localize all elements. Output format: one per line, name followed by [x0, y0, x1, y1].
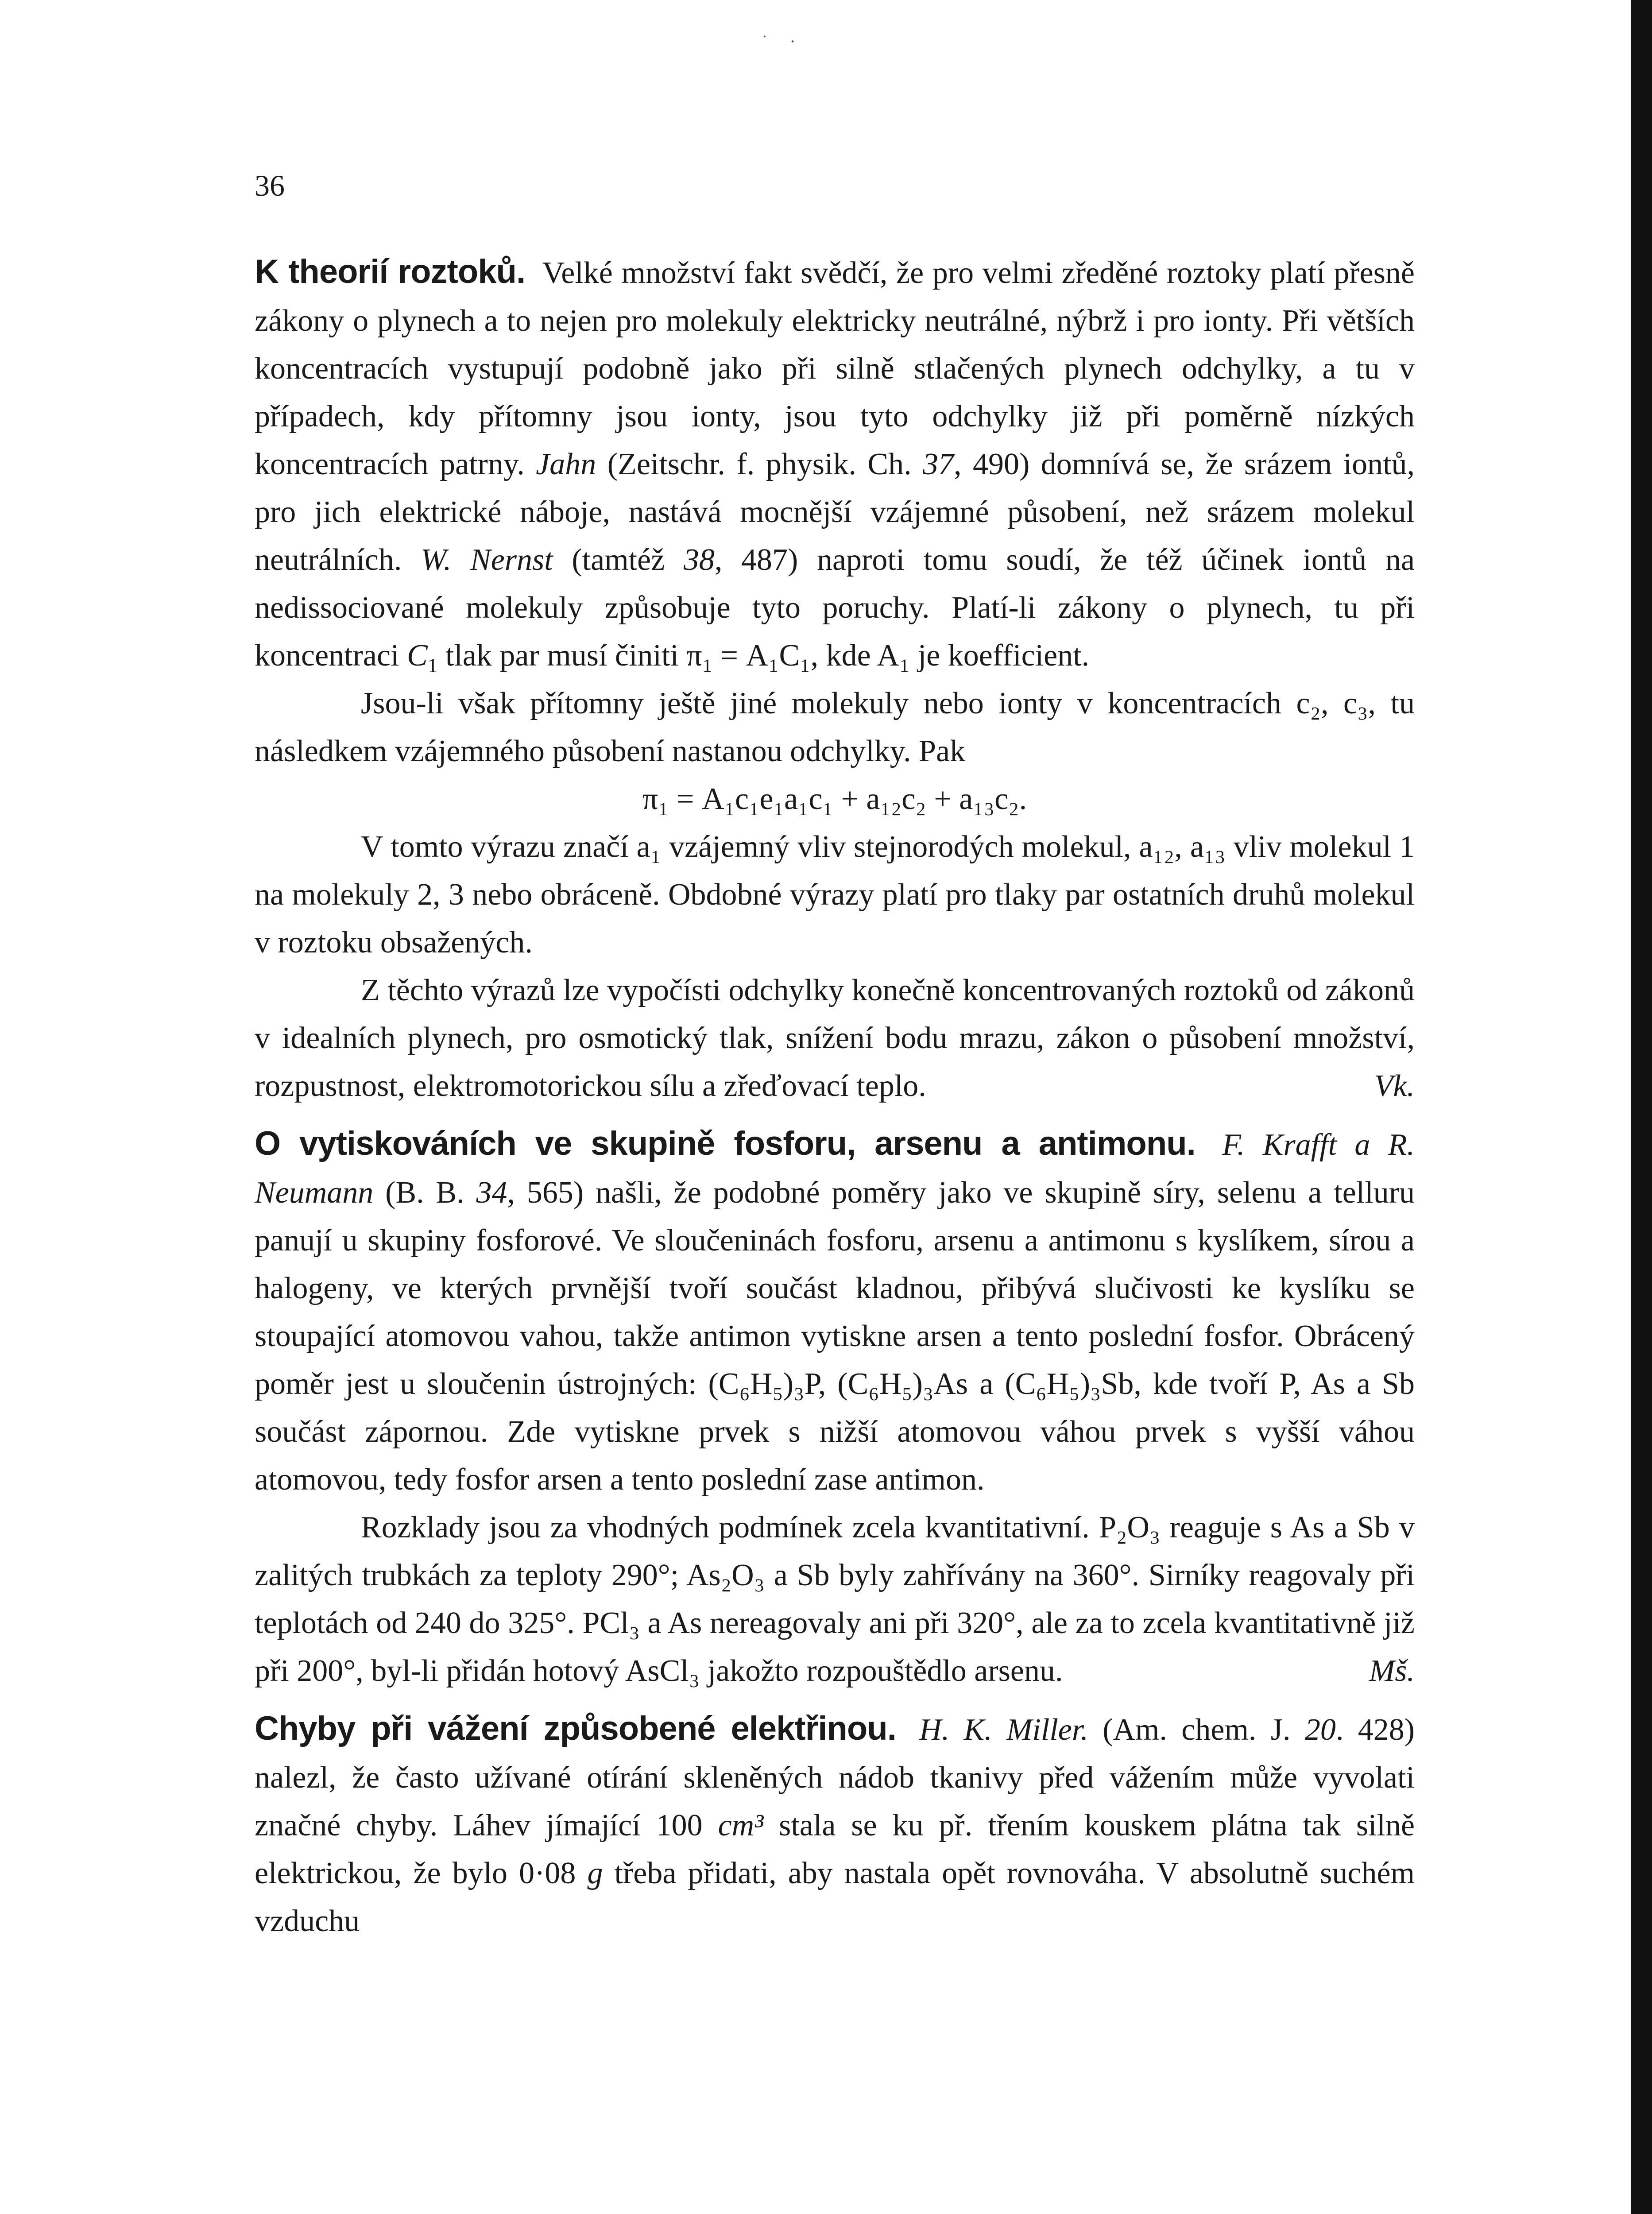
- paragraph-text: stala se ku př. třením kouskem plátna tak silně elektrickou, že bylo 0·08: [255, 1808, 1415, 1890]
- paragraph-text: kde A₁ je koefficient.: [826, 639, 1090, 673]
- citation-text: (Am. chem. J.: [1103, 1713, 1291, 1747]
- volume-number: 37: [923, 447, 954, 481]
- scan-border-right: [1631, 0, 1652, 2214]
- unit: g: [587, 1856, 603, 1890]
- signature: Mš.: [1369, 1654, 1415, 1688]
- author-name: H. K. Miller.: [919, 1713, 1088, 1747]
- unit: cm³: [718, 1808, 764, 1842]
- citation-text: (tamtéž: [572, 543, 665, 577]
- paragraph: [255, 1504, 1415, 1695]
- section-heading: K theorií roztoků.: [255, 253, 526, 290]
- paragraph-text: tlak par musí činiti: [445, 639, 679, 673]
- signature: Vk.: [1374, 1069, 1415, 1103]
- concentration-symbol: C: [406, 639, 428, 673]
- scan-specks: ˙ ·: [762, 31, 805, 51]
- paragraph-text: , 490) domnívá se, že srázem iontů, pro jich elektrické náboje, nastává mocnější vzájemné působení, než srázem molekul neutrálních.: [255, 447, 1415, 577]
- paragraph-text: , 565) našli, že podobné poměry jako ve skupině síry, selenu a telluru panují u skupiny fosforové. Ve sloučeninách fosforu, arsenu a antimonu s kyslíkem, sírou a halogeny, ve kterých prvnější tvoří součást kladnou, přibývá slučivosti ke kyslíku se stoupající atomovou vahou, takže antimon vytiskne arsen a tento poslední fosfor. Obrácený poměr jest u sloučenin ústrojných: (C₆H₅)₃P, (C₆H₅)₃As a (C₆H₅)₃Sb, kde tvoří P, As a Sb součást zápornou. Zde vytiskne prvek s nižší atomovou váhou prvek s vyšší váhou atomovou, tedy fosfor arsen a tento poslední zase antimon.: [255, 1176, 1415, 1497]
- author-name: F. Krafft a R. Neumann: [255, 1128, 1415, 1210]
- section-weighing-errors: [255, 1705, 1415, 1945]
- paragraph-text: . 428) nalezl, že často užívané otírání skleněných nádob tkanivy před vážením může vyvolati značné chyby. Láhev jímající 100: [255, 1713, 1415, 1842]
- section-heading: Chyby při vážení způsobené elektřinou.: [255, 1710, 896, 1747]
- volume-number: 34: [476, 1176, 507, 1210]
- citation-text: (Zeitschr. f. physik. Ch.: [607, 447, 912, 481]
- page-body: [255, 248, 1415, 1945]
- paragraph: Jsou-li však přítomny ještě jiné molekuly nebo ionty v koncentracích c₂, c₃, tu následkem vzájemného působení nastanou odchylky. Pak: [255, 686, 1415, 768]
- paragraph-text: Z těchto výrazů lze vypočísti odchylky konečně koncentrovaných roztoků od zákonů v idealních plynech, pro osmotický tlak, snížení bodu mrazu, zákon o působení množství, rozpustnost, elektromotorickou sílu a zřeďovací teplo.: [255, 973, 1415, 1103]
- paragraph-text: třeba přidati, aby nastala opět rovnováha. V absolutně suchém vzduchu: [255, 1856, 1415, 1938]
- section-phosphorus-group: [255, 1120, 1415, 1504]
- formula: π₁ = A₁c₁e₁a₁c₁ + a₁₂c₂ + a₁₃c₂.: [642, 782, 1027, 816]
- paragraph-text: Rozklady jsou za vhodných podmínek zcela kvantitativní. P₂O₃ reaguje s As a Sb v zalitých trubkách za teploty 290°; As₂O₃ a Sb byly zahřívány na 360°. Sirníky reagovaly při teplotách od 240 do 325°. PCl₃ a As nereagovaly ani při 320°, ale za to zcela kvantitativně již při 200°, byl-li přidán hotový AsCl₃ jakožto rozpouštědlo arsenu.: [255, 1510, 1415, 1688]
- author-name: Jahn: [536, 447, 596, 481]
- paragraph-text: , 487) naproti tomu soudí, že též účinek iontů na nedissociované molekuly způsobuje tyto poruchy. Platí-li zákony o plynech, tu při koncentraci: [255, 543, 1415, 673]
- paragraph: V tomto výrazu značí a₁ vzájemný vliv stejnorodých molekul, a₁₂, a₁₃ vliv molekul 1 na molekuly 2, 3 nebo obráceně. Obdobné výrazy platí pro tlaky par ostatních druhů molekul v roztoku obsažených.: [255, 830, 1415, 960]
- section-heading: O vytiskováních ve skupině fosforu, arsenu a antimonu.: [255, 1125, 1195, 1162]
- inline-equation: π₁ = A₁C₁,: [686, 639, 819, 673]
- page-number: 36: [255, 169, 285, 202]
- volume-number: 38: [683, 543, 715, 577]
- volume-number: 20: [1304, 1713, 1336, 1747]
- author-name: W. Nernst: [421, 543, 553, 577]
- citation-text: (B. B.: [385, 1176, 464, 1210]
- section-theory-solutions: K theorií roztoků. Velké množství fakt svědčí, že pro velmi zředěné roztoky platí přesně zákony o plynech a to nejen pro molekuly elektricky neutrálné, nýbrž i pro ionty. Při větších koncentracích vystupují podobně jako při silně stlačených plynech odchylky, a tu v případech, kdy přítomny jsou ionty, jsou tyto odchylky již při poměrně nízkých koncentracích patrny. Jahn (Zeitschr. f. physik. Ch. 37, 490) domnívá se, že srázem iontů, pro jich elektrické náboje, nastává mocnější vzájemné působení, než srázem molekul neutrálních. W. Nernst (tamtéž 38, 487) naproti tomu soudí, že též účinek iontů na nedissociované molekuly způsobuje tyto poruchy. Platí-li zákony o plynech, tu při koncentraci $C_1$ tlak par musí činiti π₁ = A₁C₁, kde A₁ je koefficient.: [255, 253, 1415, 677]
- paragraph-text: Velké množství fakt svědčí, že pro velmi zředěné roztoky platí přesně zákony o plynech a to nejen pro molekuly elektricky neutrálné, nýbrž i pro ionty. Při větších koncentracích vystupují podobně jako při silně stlačených plynech odchylky, a tu v případech, kdy přítomny jsou ionty, jsou tyto odchylky již při poměrně nízkých koncentracích patrny.: [255, 256, 1415, 481]
- paragraph: [255, 967, 1415, 1110]
